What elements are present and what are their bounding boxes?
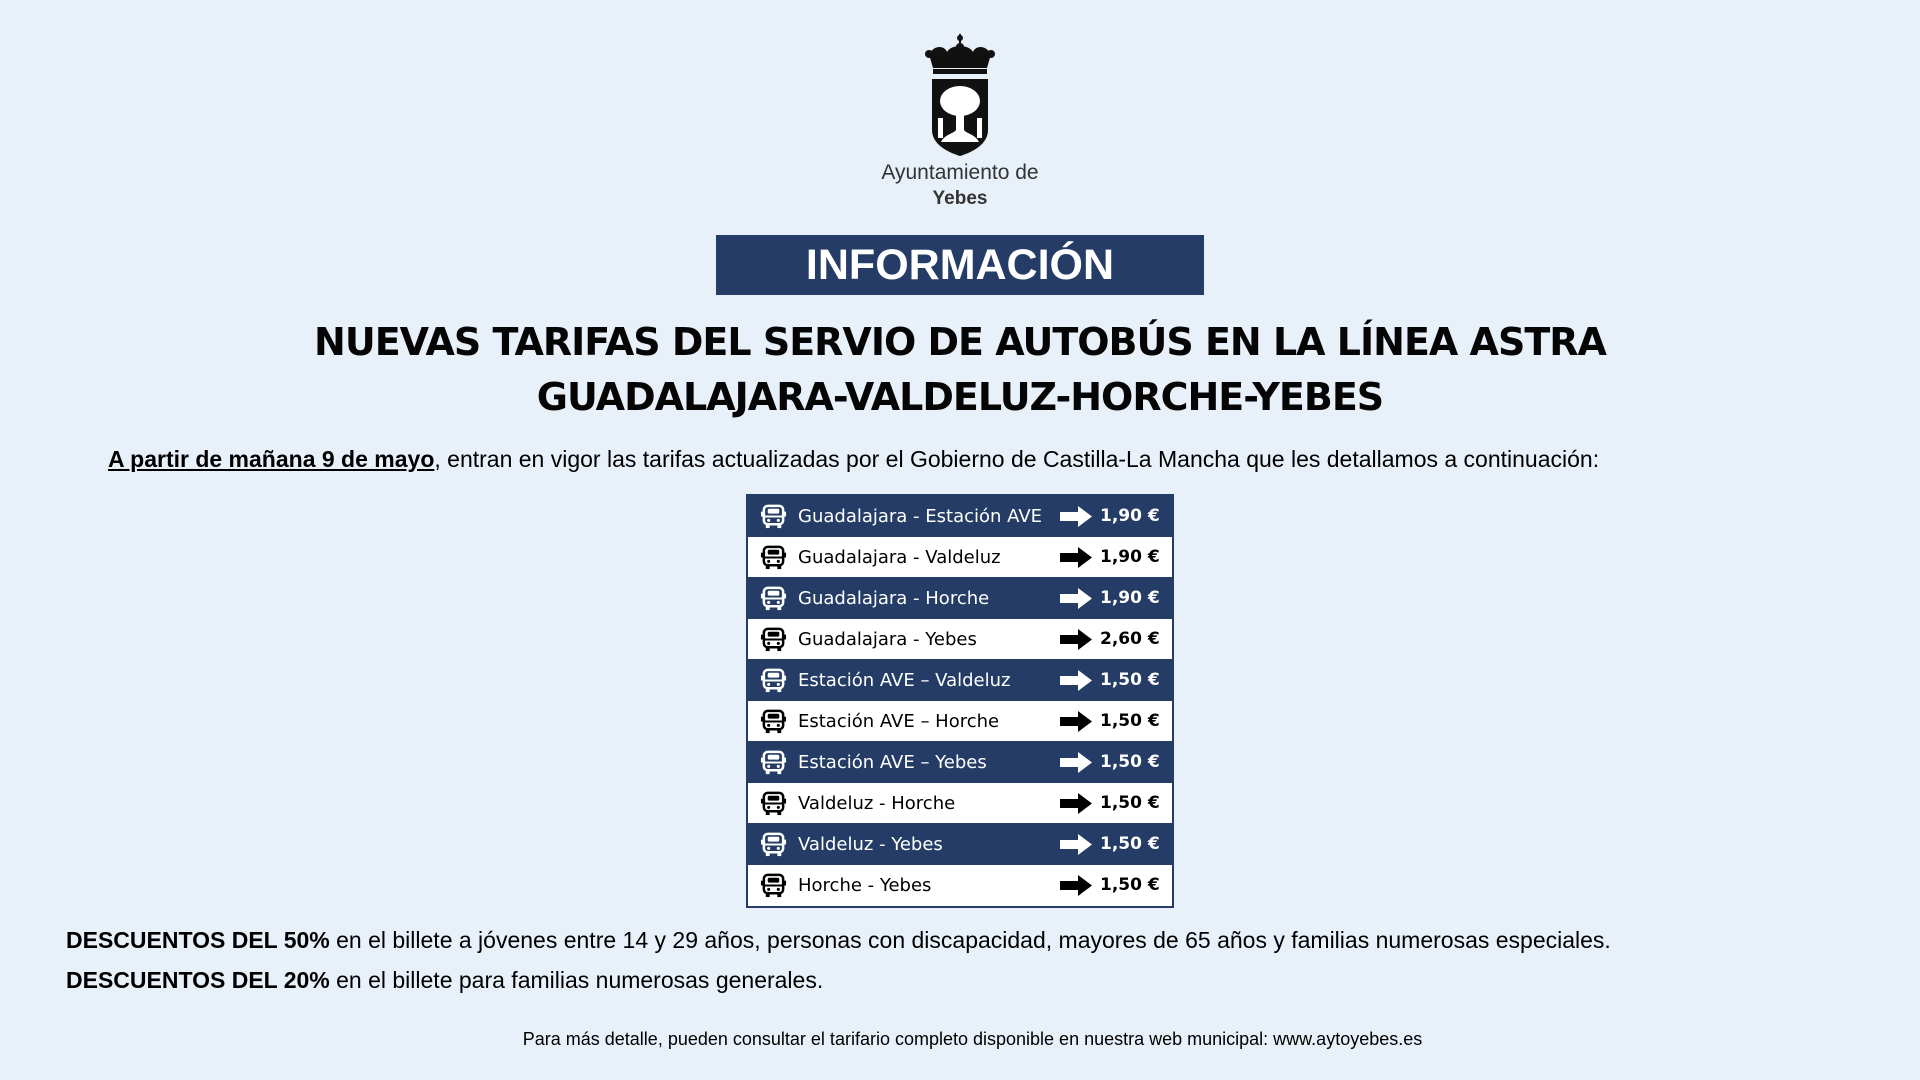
discount-50-text: en el billete a jóvenes entre 14 y 29 años, personas con discapacidad, mayores de 65 años y familias numerosas especiales. bbox=[329, 927, 1611, 953]
fare-route: Guadalajara - Valdeluz bbox=[798, 547, 1001, 568]
bus-icon bbox=[760, 626, 787, 653]
arrow-right-icon bbox=[1060, 711, 1092, 732]
fare-price: 1,50 € bbox=[1100, 793, 1160, 813]
headline-line2: GUADALAJARA-VALDELUZ-HORCHE-YEBES bbox=[536, 375, 1384, 419]
discount-20-text: en el billete para familias numerosas generales. bbox=[329, 967, 824, 993]
footer-note: Para más detalle, pueden consultar el tarifario completo disponible en nuestra web municipal: www.aytoyebes.es bbox=[522, 1029, 1423, 1049]
fare-row bbox=[748, 578, 1172, 619]
fare-row bbox=[748, 824, 1172, 865]
arrow-right-icon bbox=[1060, 547, 1092, 568]
fare-price: 1,90 € bbox=[1100, 506, 1160, 526]
discount-20 bbox=[66, 967, 823, 994]
arrow-right-icon bbox=[1060, 670, 1092, 691]
fare-route: Valdeluz - Horche bbox=[798, 793, 956, 814]
fare-price: 1,50 € bbox=[1100, 711, 1160, 731]
fare-row bbox=[748, 660, 1172, 701]
fare-price: 1,50 € bbox=[1100, 875, 1160, 895]
bus-icon bbox=[760, 544, 787, 571]
discount-20-label: DESCUENTOS DEL 20% bbox=[66, 967, 330, 993]
intro-paragraph bbox=[108, 446, 1599, 473]
fare-row bbox=[748, 537, 1172, 578]
fare-price: 2,60 € bbox=[1100, 629, 1160, 649]
bus-icon bbox=[760, 667, 787, 694]
arrow-right-icon bbox=[1060, 629, 1092, 650]
fare-route: Guadalajara - Yebes bbox=[798, 629, 977, 650]
fare-row bbox=[748, 783, 1172, 824]
arrow-right-icon bbox=[1060, 588, 1092, 609]
org-name-line2: Yebes bbox=[932, 188, 988, 209]
bus-icon bbox=[760, 749, 787, 776]
fare-row bbox=[748, 619, 1172, 660]
fare-price: 1,90 € bbox=[1100, 547, 1160, 567]
fare-price: 1,90 € bbox=[1100, 588, 1160, 608]
bus-icon bbox=[760, 585, 787, 612]
discount-50-label: DESCUENTOS DEL 50% bbox=[66, 927, 330, 953]
bus-icon bbox=[760, 831, 787, 858]
arrow-right-icon bbox=[1060, 875, 1092, 896]
fare-row bbox=[748, 701, 1172, 742]
fare-table bbox=[746, 494, 1174, 908]
fare-row bbox=[748, 865, 1172, 906]
fare-route: Guadalajara - Horche bbox=[798, 588, 990, 609]
discount-50 bbox=[66, 927, 1611, 954]
fare-route: Valdeluz - Yebes bbox=[798, 834, 943, 855]
org-name-line1: Ayuntamiento de bbox=[881, 161, 1039, 184]
info-banner: INFORMACIÓN bbox=[716, 235, 1204, 295]
bus-icon bbox=[760, 503, 787, 530]
fare-row bbox=[748, 742, 1172, 783]
fare-price: 1,50 € bbox=[1100, 670, 1160, 690]
fare-price: 1,50 € bbox=[1100, 834, 1160, 854]
fare-route: Guadalajara - Estación AVE bbox=[798, 506, 1043, 527]
coat-of-arms-icon bbox=[915, 34, 1005, 156]
headline-line1: NUEVAS TARIFAS DEL SERVIO DE AUTOBÚS EN LA LÍNEA ASTRA bbox=[314, 320, 1606, 364]
arrow-right-icon bbox=[1060, 506, 1092, 527]
intro-date-emphasis: A partir de mañana 9 de mayo bbox=[108, 446, 435, 472]
fare-route: Estación AVE – Yebes bbox=[798, 752, 987, 773]
fare-route: Estación AVE – Valdeluz bbox=[798, 670, 1011, 691]
fare-route: Horche - Yebes bbox=[798, 875, 932, 896]
fare-row bbox=[748, 496, 1172, 537]
arrow-right-icon bbox=[1060, 752, 1092, 773]
arrow-right-icon bbox=[1060, 793, 1092, 814]
fare-price: 1,50 € bbox=[1100, 752, 1160, 772]
intro-text: , entran en vigor las tarifas actualizadas por el Gobierno de Castilla-La Mancha que les detallamos a continuación: bbox=[434, 446, 1600, 472]
fare-route: Estación AVE – Horche bbox=[798, 711, 1000, 732]
arrow-right-icon bbox=[1060, 834, 1092, 855]
bus-icon bbox=[760, 790, 787, 817]
bus-icon bbox=[760, 708, 787, 735]
bus-icon bbox=[760, 872, 787, 899]
